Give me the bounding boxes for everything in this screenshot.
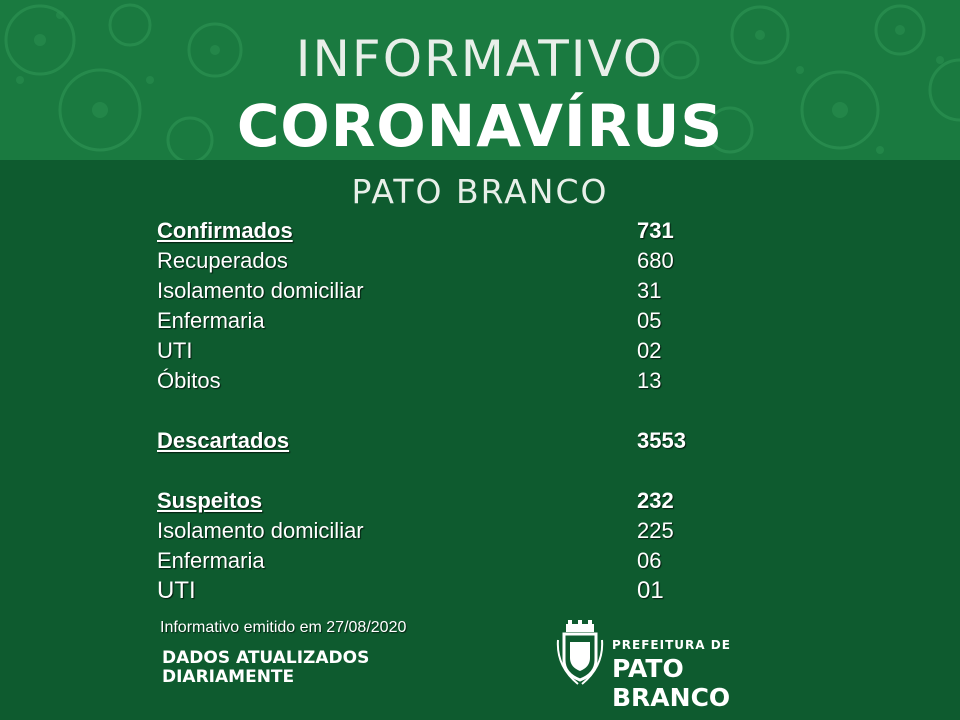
stat-value: 3553 bbox=[637, 428, 686, 453]
city-name: PATO BRANCO bbox=[351, 172, 609, 211]
stat-row-confirmados bbox=[157, 216, 717, 246]
stat-value: 06 bbox=[637, 548, 662, 573]
stat-value: 731 bbox=[637, 218, 674, 243]
stat-row-obitos bbox=[157, 366, 717, 396]
stat-label: Descartados bbox=[157, 428, 290, 453]
stat-label: Óbitos bbox=[157, 368, 221, 393]
stat-row-enfermaria bbox=[157, 306, 717, 336]
stat-row-suspeitos bbox=[157, 486, 717, 516]
stat-value: 232 bbox=[637, 488, 674, 513]
stat-label: Enfermaria bbox=[157, 308, 265, 333]
stat-row-suspeitos-isolamento bbox=[157, 516, 717, 546]
stat-row-suspeitos-uti bbox=[157, 576, 717, 606]
spacer bbox=[157, 396, 717, 426]
stat-value: 680 bbox=[637, 248, 674, 273]
coat-of-arms-icon bbox=[556, 620, 604, 686]
stat-label: UTI bbox=[157, 338, 193, 363]
stat-value: 01 bbox=[637, 577, 664, 604]
stat-value: 13 bbox=[637, 368, 662, 393]
stat-value: 31 bbox=[637, 278, 662, 303]
title-coronavirus: CORONAVÍRUS bbox=[236, 92, 724, 160]
stat-label: Enfermaria bbox=[157, 548, 265, 573]
stat-value: 05 bbox=[637, 308, 662, 333]
stat-label: Isolamento domiciliar bbox=[157, 518, 364, 543]
stats-table bbox=[157, 216, 717, 606]
stat-label: Suspeitos bbox=[157, 488, 263, 513]
stat-label: Confirmados bbox=[157, 218, 293, 243]
stat-label: UTI bbox=[157, 577, 196, 604]
logo-prefeitura-text: PREFEITURA DE bbox=[612, 638, 731, 652]
daily-line-2: DIARIAMENTE bbox=[162, 667, 295, 687]
title-informativo: INFORMATIVO bbox=[295, 30, 665, 88]
logo-city-name: PATO BRANCO bbox=[612, 654, 731, 712]
stat-row-suspeitos-enfermaria bbox=[157, 546, 717, 576]
stat-value: 225 bbox=[637, 518, 674, 543]
virus-banner bbox=[0, 0, 960, 160]
prefeitura-logo bbox=[556, 620, 806, 712]
stat-value: 02 bbox=[637, 338, 662, 363]
issued-date-note: Informativo emitido em 27/08/2020 bbox=[160, 619, 407, 636]
stat-label: Isolamento domiciliar bbox=[157, 278, 364, 303]
spacer bbox=[157, 456, 717, 486]
stat-row-recuperados bbox=[157, 246, 717, 276]
stat-label: Recuperados bbox=[157, 248, 288, 273]
daily-line-1: DADOS ATUALIZADOS bbox=[162, 648, 370, 668]
stat-row-uti bbox=[157, 336, 717, 366]
stat-row-isolamento bbox=[157, 276, 717, 306]
stat-row-descartados bbox=[157, 426, 717, 456]
daily-update-note bbox=[162, 649, 369, 687]
